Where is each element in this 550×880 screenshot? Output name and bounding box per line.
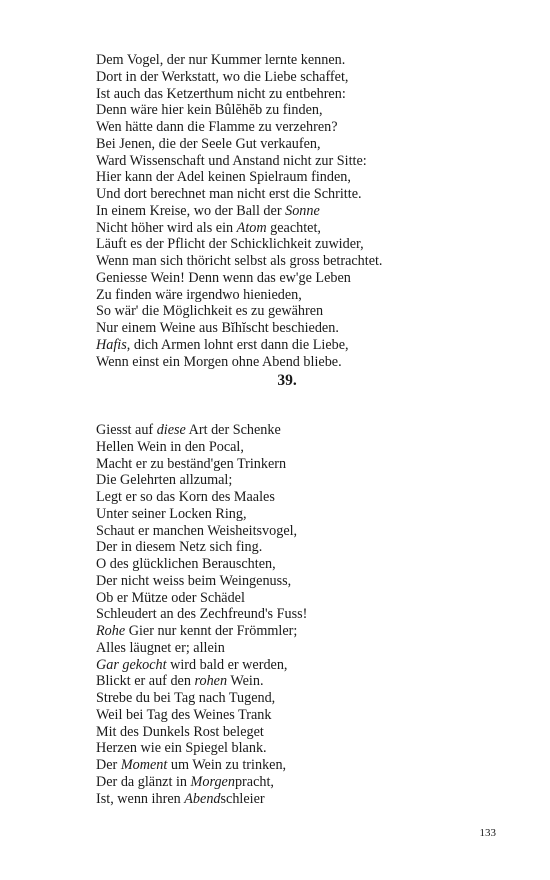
- emphasized-text: Atom: [236, 219, 267, 236]
- poem-line: [96, 707, 516, 724]
- line-text: Dem Vogel, der nur Kummer lernte kennen.: [96, 52, 346, 68]
- line-text: Schleudert an des Zechfreund's Fuss!: [96, 606, 308, 623]
- poem-line: [96, 422, 516, 439]
- line-text: Schaut er manchen Weisheitsvogel,: [96, 522, 298, 539]
- poem-line: [96, 489, 516, 506]
- line-text: Macht er zu beständ'gen Trinkern: [96, 455, 287, 472]
- poem-line: [96, 740, 516, 757]
- poem-line: [96, 690, 516, 707]
- emphasized-text: Morgen: [190, 773, 235, 790]
- poem-line: [96, 86, 516, 103]
- poem-line: [96, 169, 516, 186]
- line-text: Geniesse Wein! Denn wenn das ew'ge Leben: [96, 269, 351, 286]
- poem-line: [96, 724, 516, 741]
- poem-line: [96, 472, 516, 489]
- line-text: Der nicht weiss beim Weingenuss,: [96, 572, 292, 589]
- line-text: Strebe du bei Tag nach Tugend,: [96, 690, 276, 706]
- line-text: Ist auch das Ketzerthum nicht zu entbehren:: [96, 85, 346, 102]
- line-text: Legt er so das Korn des Maales: [96, 489, 275, 505]
- line-text: um Wein zu trinken,: [167, 757, 287, 773]
- poem-line: [96, 186, 516, 203]
- poem-line: [96, 673, 516, 690]
- emphasized-text: Sonne: [285, 202, 320, 219]
- line-text: Hellen Wein in den Pocal,: [96, 438, 244, 455]
- poem-line: [96, 757, 516, 774]
- line-text: Blickt er auf den: [96, 673, 195, 690]
- page-number: 133: [479, 827, 496, 839]
- poem-line: [96, 774, 516, 791]
- line-text: Dort in der Werkstatt, wo die Liebe schaffet,: [96, 68, 349, 85]
- line-text: Wein.: [227, 673, 264, 690]
- poem-line: [96, 69, 516, 86]
- poem-line: [96, 640, 516, 657]
- poem-line: [96, 102, 516, 119]
- line-text: Gier nur kennt der Frömmler;: [125, 623, 298, 639]
- poem-line: [96, 573, 516, 590]
- poem-line: [96, 270, 516, 287]
- emphasized-text: Abend: [184, 790, 221, 807]
- poem-line: [96, 303, 516, 320]
- poem-line: [96, 456, 516, 473]
- line-text: O des glücklichen Berauschten,: [96, 556, 276, 572]
- poem-line: [96, 506, 516, 523]
- line-text: geachtet,: [266, 219, 321, 236]
- line-text: Giesst auf: [96, 422, 157, 438]
- poem-line: [96, 539, 516, 556]
- line-text: Der: [96, 757, 121, 773]
- line-text: Und dort berechnet man nicht erst die Schritte.: [96, 186, 362, 202]
- emphasized-text: Rohe: [96, 623, 126, 639]
- line-text: Der in diesem Netz sich fing.: [96, 539, 263, 556]
- line-text: So wär' die Möglichkeit es zu gewähren: [96, 303, 324, 320]
- line-text: Der da glänzt in: [96, 773, 191, 790]
- poem-text: [96, 422, 516, 807]
- poem-line: [96, 52, 516, 69]
- line-text: Art der Schenke: [185, 422, 281, 438]
- line-text: Ist, wenn ihren: [96, 790, 185, 807]
- poem-text-continued: [96, 52, 516, 370]
- line-text: pracht,: [234, 773, 274, 790]
- poem-line: [96, 119, 516, 136]
- line-text: Zu finden wäre irgendwo hienieden,: [96, 286, 302, 303]
- poem-line: [96, 220, 516, 237]
- line-text: Ob er Mütze oder Schädel: [96, 589, 245, 606]
- poem-line: [96, 236, 516, 253]
- line-text: wird bald er werden,: [166, 656, 288, 673]
- line-text: Herzen wie ein Spiegel blank.: [96, 740, 267, 757]
- line-text: Läuft es der Pflicht der Schicklichkeit zuwider,: [96, 236, 364, 253]
- poem-number: 39.: [277, 372, 297, 389]
- poem-line: [96, 623, 516, 640]
- poem-line: [96, 337, 516, 354]
- poem-line: [96, 253, 516, 270]
- line-text: Hier kann der Adel keinen Spielraum finden,: [96, 169, 351, 186]
- emphasized-text: rohen: [194, 673, 228, 690]
- line-text: Wen hätte dann die Flamme zu verzehren?: [96, 119, 338, 135]
- poem-line: [96, 791, 516, 808]
- emphasized-text: Gar gekocht: [96, 656, 167, 673]
- line-text: In einem Kreise, wo der Ball der: [96, 202, 286, 219]
- line-text: Ward Wissenschaft und Anstand nicht zur Sitte:: [96, 152, 367, 169]
- line-text: Alles läugnet er; allein: [96, 639, 225, 656]
- line-text: schleier: [220, 790, 265, 807]
- poem-line: [96, 657, 516, 674]
- emphasized-text: diese: [156, 422, 186, 438]
- line-text: Weil bei Tag des Weines Trank: [96, 706, 272, 723]
- poem-line: [96, 556, 516, 573]
- line-text: Bei Jenen, die der Seele Gut verkaufen,: [96, 135, 321, 152]
- line-text: Nur einem Weine aus Bĭhĭscht beschieden.: [96, 320, 339, 336]
- poem-line: [96, 590, 516, 607]
- emphasized-text: Hafis: [96, 336, 127, 353]
- poem-line: [96, 203, 516, 220]
- poem-line: [96, 320, 516, 337]
- line-text: Wenn einst ein Morgen ohne Abend bliebe.: [96, 353, 342, 370]
- line-text: Denn wäre hier kein Bûlĕhĕb zu finden,: [96, 102, 323, 119]
- line-text: Wenn man sich thöricht selbst als gross betrachtet.: [96, 253, 383, 269]
- poem-line: [96, 136, 516, 153]
- line-text: Unter seiner Locken Ring,: [96, 505, 247, 522]
- poem-line: [96, 354, 516, 371]
- poem-line: [96, 153, 516, 170]
- line-text: Die Gelehrten allzumal;: [96, 472, 233, 489]
- poem-line: [96, 439, 516, 456]
- line-text: Nicht höher wird als ein: [96, 219, 237, 236]
- line-text: , dich Armen lohnt erst dann die Liebe,: [126, 336, 349, 353]
- poem-line: [96, 606, 516, 623]
- line-text: Mit des Dunkels Rost beleget: [96, 723, 264, 740]
- poem-line: [96, 287, 516, 304]
- poem-line: [96, 523, 516, 540]
- emphasized-text: Moment: [120, 757, 168, 773]
